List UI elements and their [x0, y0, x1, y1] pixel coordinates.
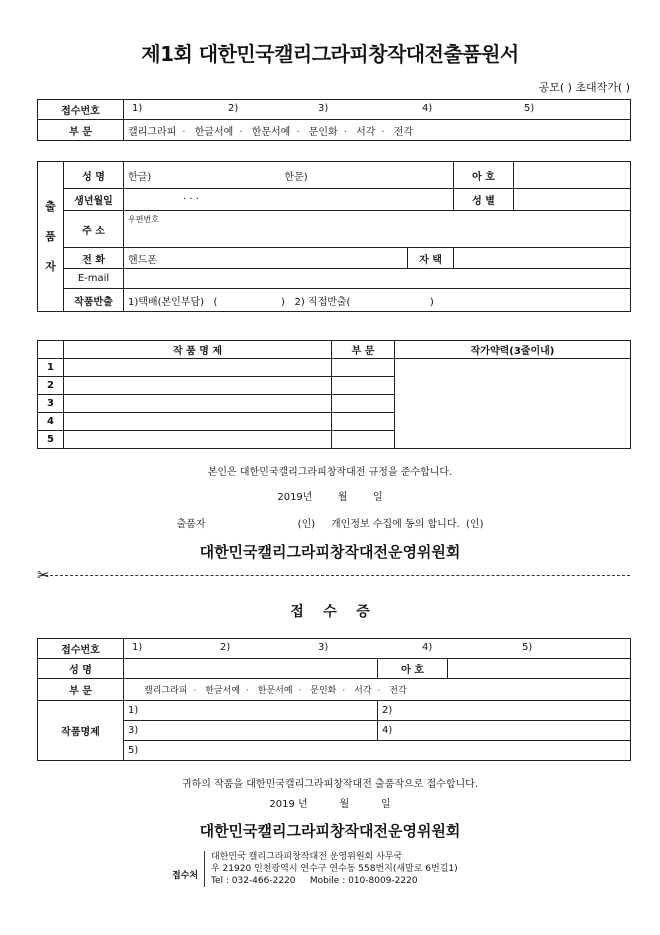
page-title: 제1회 대한민국캘리그라피창작대전출품원서 [141, 42, 519, 66]
receipt-work-field[interactable]: 5) [124, 741, 631, 761]
work-title-field[interactable] [64, 395, 332, 413]
works-row-num: 2 [38, 377, 64, 395]
receipt-work-field[interactable]: 1) [124, 701, 378, 721]
works-row-num: 5 [38, 431, 64, 449]
email-label: E-mail [64, 269, 124, 289]
receipt-organizer-name: 대한민국캘리그라피창작대전운영위원회 [199, 822, 461, 840]
receipt-work-field[interactable]: 2) [378, 701, 631, 721]
receipt-category-label: 부 문 [38, 679, 124, 701]
category-label: 부 문 [38, 120, 124, 141]
cut-line [40, 575, 630, 576]
reception-num-3: 3) [318, 102, 329, 114]
mobile-field[interactable]: 핸드폰 [124, 248, 408, 269]
reception-num-4: 4) [422, 102, 433, 114]
footer-address: 우 21920 인천광역시 연수구 연수동 558번지(새말로 6번길1) [211, 864, 458, 874]
receipt-pen-label: 아 호 [378, 659, 448, 679]
work-category-field[interactable] [332, 377, 395, 395]
category-hangul[interactable]: 한글서예 [194, 126, 234, 138]
receipt-title: 접 수 증 [290, 604, 370, 620]
works-bio-header: 작가약력(3줄이내) [395, 341, 631, 359]
footer-org: 대한민국 캘리그라피창작대전 운영위원회 사무국 [211, 852, 403, 862]
zip-label: 우편번호 [128, 215, 159, 224]
email-field[interactable] [124, 269, 631, 289]
work-category-field[interactable] [332, 413, 395, 431]
work-category-field[interactable] [332, 395, 395, 413]
birth-label: 생년월일 [64, 189, 124, 211]
works-row-num: 3 [38, 395, 64, 413]
receipt-date: 2019 년 월 일 [269, 799, 391, 810]
reception-num-1: 1) [132, 102, 143, 114]
signer-line: 출품자 (인) 개인정보 수집에 동의 합니다. (인) [176, 519, 484, 530]
works-title-header: 작 품 명 제 [64, 341, 332, 359]
work-title-field[interactable] [64, 413, 332, 431]
apply-type: 공모( ) 초대작가( ) [538, 81, 630, 94]
category-munin[interactable]: 문인화 [308, 126, 338, 138]
works-table [37, 340, 631, 449]
receipt-number-label: 접수번호 [38, 639, 124, 659]
gender-field[interactable] [514, 189, 631, 211]
home-phone-label: 자 택 [408, 248, 454, 269]
receipt-pen-field[interactable] [448, 659, 631, 679]
footer-label: 접수처 [172, 871, 199, 881]
category-carving[interactable]: 서각 [356, 126, 376, 138]
receipt-works-label: 작품명제 [38, 701, 124, 761]
applicant-table [37, 161, 631, 312]
submission-date: 2019년 월 일 [277, 492, 383, 503]
name-field[interactable] [124, 162, 454, 189]
works-row-num: 4 [38, 413, 64, 431]
work-title-field[interactable] [64, 377, 332, 395]
category-seal[interactable]: 전각 [393, 126, 414, 138]
category-calligraphy[interactable]: 캘리그라피 [128, 126, 177, 138]
birth-field[interactable]: · · · [124, 189, 454, 211]
work-title-field[interactable] [64, 359, 332, 377]
pen-name-label: 아 호 [454, 162, 514, 189]
name-korean-label: 한글) [128, 171, 152, 183]
applicant-side-label: 출 품 자 [38, 162, 64, 312]
home-phone-field[interactable] [454, 248, 631, 269]
reception-number-label: 접수번호 [38, 100, 124, 120]
receipt-work-field[interactable]: 4) [378, 721, 631, 741]
receipt-work-field[interactable]: 3) [124, 721, 378, 741]
return-method-field[interactable]: 1)택배(본인부담) ( ) 2) 직접반출( ) [124, 289, 631, 312]
receipt-name-field[interactable] [124, 659, 378, 679]
name-label: 성 명 [64, 162, 124, 189]
receipt-note: 귀하의 작품을 대한민국캘리그라피창작대전 출품작으로 접수합니다. [181, 779, 479, 790]
artist-bio-field[interactable] [395, 359, 631, 449]
footer-phones: Tel : 032-466-2220 Mobile : 010-8009-2220 [211, 876, 418, 886]
pen-name-field[interactable] [514, 162, 631, 189]
return-label: 작품반출 [64, 289, 124, 312]
receipt-table [37, 638, 631, 761]
phone-label: 전 화 [64, 248, 124, 269]
work-title-field[interactable] [64, 431, 332, 449]
name-hanja-label: 한문) [284, 171, 308, 183]
category-hanmun[interactable]: 한문서예 [251, 126, 291, 138]
reception-table [37, 99, 631, 141]
category-options[interactable]: 캘리그라피 · 한글서예 · 한문서예 · 문인화 · 서각 · 전각 [124, 120, 631, 141]
scissors-icon: ✂ [37, 566, 50, 584]
works-row-num: 1 [38, 359, 64, 377]
pledge-text: 본인은 대한민국캘리그라피창작대전 규정을 준수합니다. [207, 467, 453, 478]
reception-num-5: 5) [524, 102, 535, 114]
organizer-name: 대한민국캘리그라피창작대전운영위원회 [199, 543, 461, 561]
reception-num-2: 2) [228, 102, 239, 114]
work-category-field[interactable] [332, 431, 395, 449]
reception-number-field[interactable] [124, 100, 631, 120]
address-field[interactable] [124, 211, 631, 248]
receipt-category-options[interactable]: 캘리그라피 · 한글서예 · 한문서예 · 문인화 · 서각 · 전각 [124, 679, 631, 701]
gender-label: 성 별 [454, 189, 514, 211]
receipt-number-field[interactable]: 1) 2) 3) 4) 5) [124, 639, 631, 659]
address-label: 주 소 [64, 211, 124, 248]
works-category-header: 부 문 [332, 341, 395, 359]
work-category-field[interactable] [332, 359, 395, 377]
receipt-name-label: 성 명 [38, 659, 124, 679]
